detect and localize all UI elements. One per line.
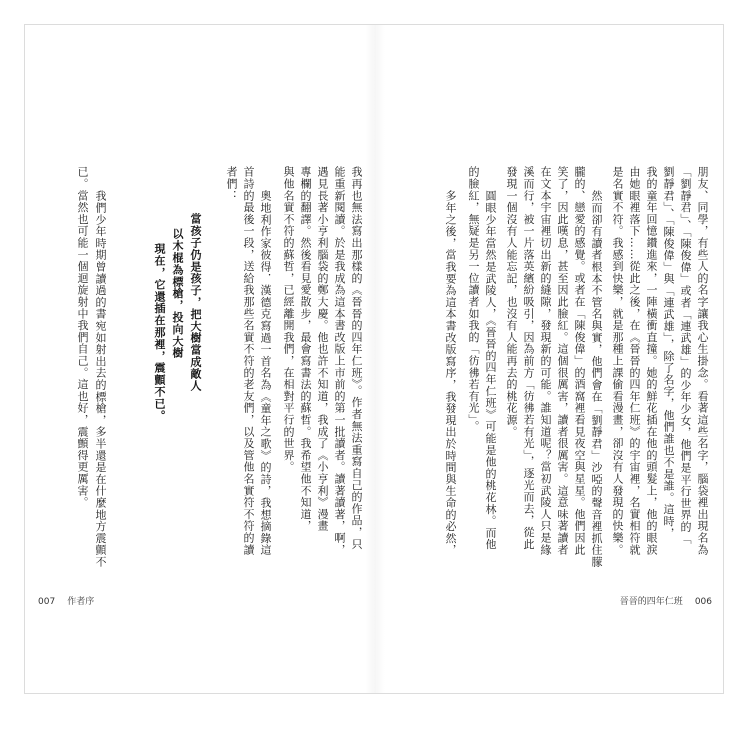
text-column: 溪而行，被一片落英繽紛吸引，因為前方「彷彿若有光」，逐光而去，從此 [522,166,535,550]
page-number: 007 [38,597,56,607]
text-column: 然而卻有讀者根本不管名與實，他們會在「劉靜君」沙啞的聲音裡抓住朦 [590,190,603,568]
text-column: 笑了，因此嘆息，甚至因此臉紅。這個很厲害，讀者很厲害。這意味著讀者 [556,166,569,556]
right-page-footer [620,594,712,607]
text-column: 由她眼裡落下……從此之後，在《晉晉的四年仁班》的宇宙裡，名實相符就 [628,166,641,556]
text-column: 奧地利作家彼得．漢德克寫過一首名為《童年之歌》的詩，我想摘錄這 [259,190,272,556]
running-title: 晉晉的四年仁班 [619,597,683,607]
text-column: 能重新閱讀。於是我成為這本書改版上市前的第一批讀者。讀著讀著，啊， [333,166,346,556]
poem-line: 現在，它還插在那裡，震顫不已。 [153,243,166,422]
poem-line: 以木棍為標槍，投向大樹 [171,228,184,359]
text-column: 遇見長著小亨利腦袋的鄭大慶。他也許不知道，我成了《小亨利》漫畫 [316,166,329,532]
poem-line: 當孩子仍是孩子，把大樹當成敵人 [189,213,202,392]
text-column: 我再也無法寫出那樣的《晉晉的四年仁班》。作者無法重寫自己的作品，只 [350,166,363,550]
text-column: 我們少年時期曾讀過的書宛如射出去的標槍，多半還是在什麼地方震顫不 [94,190,107,568]
text-column: 朋友、同學，有些人的名字讓我心生掛念。看著這些名字，腦袋裡出現名為 [696,166,709,556]
page-number: 006 [694,597,712,607]
gutter-shadow [365,25,385,693]
text-column: 我的童年回憶鑽進來，一陣橫衝直撞。她的鮮花插在他的頭髮上，他的眼淚 [645,166,658,556]
text-column: 是名實不符。我感到快樂，就是那種上課偷看漫畫，卻沒有人發現的快樂。 [611,166,624,556]
text-column: 專欄的翻譯。然後看見愛散步，最會寫書法的蘇哲。我希望他不知道， [299,166,312,532]
text-column: 已。當然也可能一個迴旋射中我們自己。這也好，震顫得更厲害。 [76,166,89,509]
text-column: 者們： [225,166,238,202]
text-column: 發現一個沒有人能忘記，也沒有人能再去的桃花源。 [505,166,518,438]
text-column: 劉靜君」、「陳俊偉」與「連武雄」，除了名字，他們誰也不是誰。這時， [662,166,675,539]
text-column: 「劉靜君」、「陳俊偉」或者「連武雄」的少年少女，他們是平行世界的「 [679,166,692,545]
text-column: 朧的、戀愛的感覺。或者在「陳俊偉」的酒窩裡看見夜空與星星。他們因此 [573,166,586,556]
text-column: 圓眼少年當然是武陵人，《晉晉的四年仁班》可能是他的桃花林。而他 [484,190,497,551]
text-column: 與他名實不符的蘇哲，已經離開我們，在相對平行的世界。 [282,166,295,473]
text-column: 的臉紅，無疑是另一位讀者如我的「彷彿若有光」。 [467,166,480,432]
left-page-footer [38,594,94,607]
text-column: 在文本宇宙裡切出新的縫隙，發現新的可能。誰知道呢？當初武陵人只是緣 [539,166,552,556]
text-column: 首詩的最後一段，送給我那些名實不符的老友們，以及管他名實符不符的讀 [242,166,255,556]
running-title: 作者序 [67,597,95,607]
text-column: 多年之後，當我要為這本書改版寫序，我發現出於時間與生命的必然， [444,190,457,556]
